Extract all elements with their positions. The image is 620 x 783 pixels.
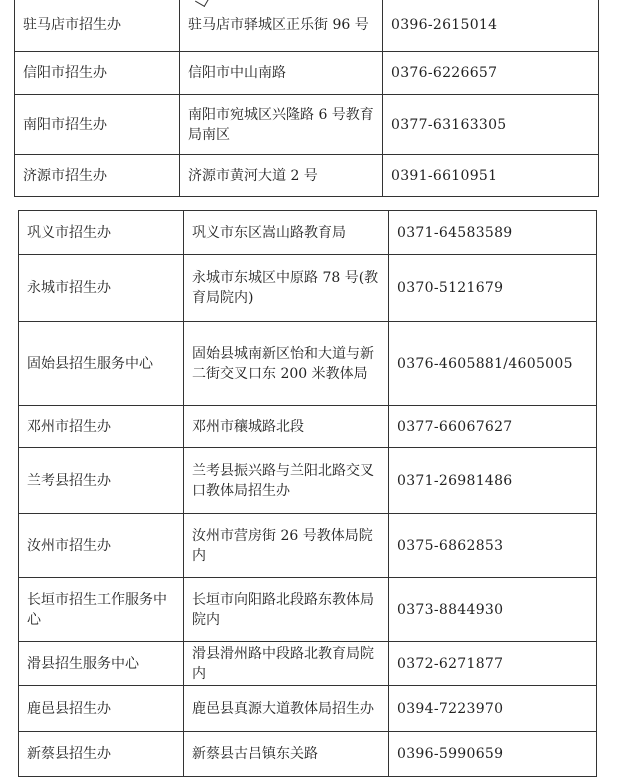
table-row	[19, 211, 597, 255]
phone-cell: 0391-6610951	[383, 155, 599, 197]
phone-cell: 0377-63163305	[383, 95, 599, 155]
admissions-office-table-top	[14, 0, 599, 197]
admissions-office-table-bottom	[18, 210, 597, 777]
table-row	[19, 642, 597, 686]
table-row	[15, 95, 599, 155]
table-row	[19, 448, 597, 514]
phone-cell: 0373-8844930	[389, 578, 597, 642]
phone-cell: 0370-5121679	[389, 255, 597, 322]
table-row	[19, 255, 597, 322]
office-name-cell: 鹿邑县招生办	[19, 686, 184, 732]
phone-cell: 0372-6271877	[389, 642, 597, 686]
table-row	[19, 732, 597, 777]
phone-cell: 0394-7223970	[389, 686, 597, 732]
phone-cell: 0396-5990659	[389, 732, 597, 777]
address-cell: 滑县滑州路中段路北教育局院内	[184, 642, 389, 686]
office-name-cell: 南阳市招生办	[15, 95, 180, 155]
table-row	[15, 0, 599, 52]
office-name-cell: 信阳市招生办	[15, 52, 180, 95]
table-row	[19, 686, 597, 732]
address-cell: 兰考县振兴路与兰阳北路交叉口教体局招生办	[184, 448, 389, 514]
table-row	[19, 322, 597, 406]
address-cell: 长垣市向阳路北段路东教体局院内	[184, 578, 389, 642]
address-cell: 新蔡县古吕镇东关路	[184, 732, 389, 777]
phone-cell: 0376-4605881/4605005	[389, 322, 597, 406]
address-cell: 信阳市中山南路	[180, 52, 383, 95]
phone-cell: 0371-26981486	[389, 448, 597, 514]
table-row	[19, 514, 597, 578]
office-name-cell: 永城市招生办	[19, 255, 184, 322]
address-cell: 南阳市宛城区兴隆路 6 号教育局南区	[180, 95, 383, 155]
phone-cell: 0377-66067627	[389, 406, 597, 448]
office-name-cell: 邓州市招生办	[19, 406, 184, 448]
table-row	[19, 406, 597, 448]
office-name-cell: 巩义市招生办	[19, 211, 184, 255]
office-name-cell: 固始县招生服务中心	[19, 322, 184, 406]
office-name-cell: 新蔡县招生办	[19, 732, 184, 777]
phone-cell: 0376-6226657	[383, 52, 599, 95]
table-row	[19, 578, 597, 642]
address-cell: 邓州市穰城路北段	[184, 406, 389, 448]
address-cell: 巩义市东区嵩山路教育局	[184, 211, 389, 255]
address-cell: 固始县城南新区怡和大道与新二街交叉口东 200 米教体局	[184, 322, 389, 406]
phone-cell: 0375-6862853	[389, 514, 597, 578]
address-cell: 汝州市营房街 26 号教体局院内	[184, 514, 389, 578]
phone-cell: 0371-64583589	[389, 211, 597, 255]
address-cell: 济源市黄河大道 2 号	[180, 155, 383, 197]
office-name-cell: 兰考县招生办	[19, 448, 184, 514]
address-cell: 永城市东城区中原路 78 号(教育局院内)	[184, 255, 389, 322]
office-name-cell: 长垣市招生工作服务中心	[19, 578, 184, 642]
office-name-cell: 滑县招生服务中心	[19, 642, 184, 686]
table-row	[15, 155, 599, 197]
office-name-cell: 济源市招生办	[15, 155, 180, 197]
office-name-cell: 汝州市招生办	[19, 514, 184, 578]
office-name-cell: 驻马店市招生办	[15, 0, 180, 52]
phone-cell: 0396-2615014	[383, 0, 599, 52]
address-cell: 驻马店市驿城区正乐街 96 号	[180, 0, 383, 52]
table-row	[15, 52, 599, 95]
address-cell: 鹿邑县真源大道教体局招生办	[184, 686, 389, 732]
